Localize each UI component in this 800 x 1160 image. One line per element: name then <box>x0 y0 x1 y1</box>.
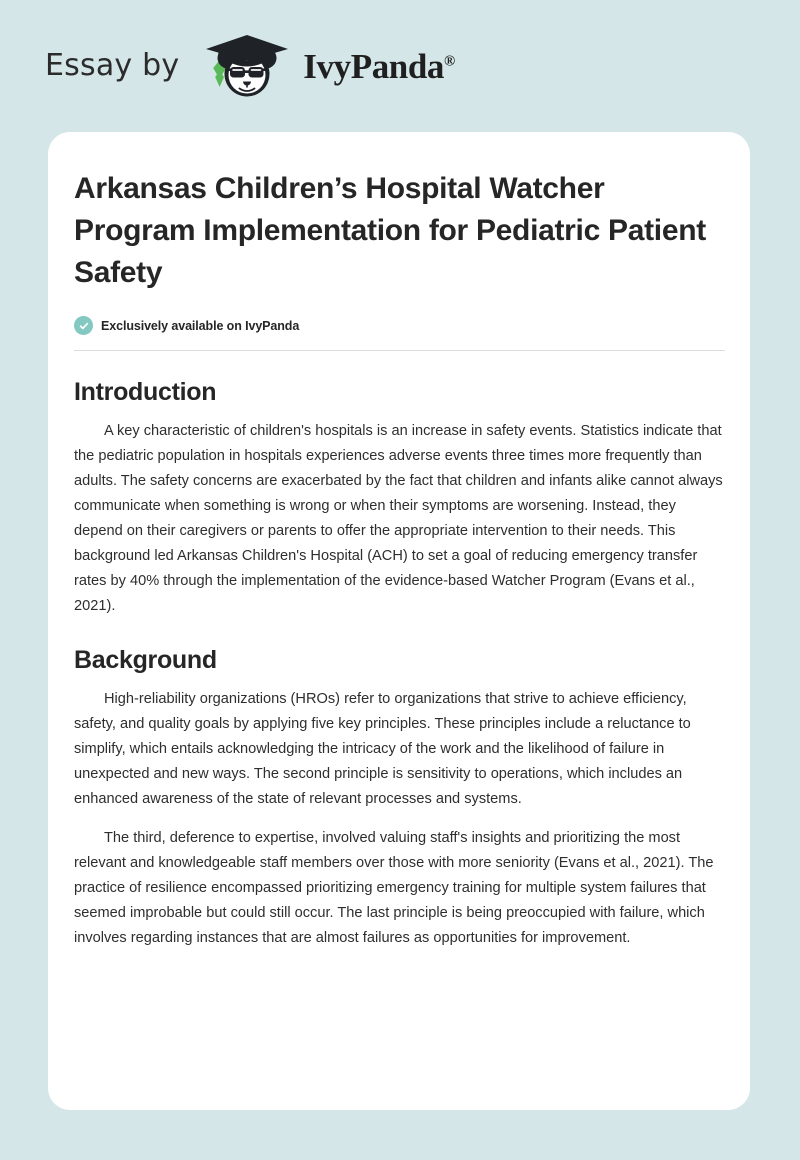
panda-graduate-icon <box>193 31 297 101</box>
registered-mark: ® <box>444 52 455 69</box>
title-divider <box>74 350 725 351</box>
paragraph: The third, deference to expertise, involved valuing staff's insights and prioritizing the most relevant and knowledgeable staff members over those with more seniority (Evans et al., 2021). The practice of resilience encompassed prioritizing emergency training for multiple system failures that seemed improbable but could still occur. The last principle is being preoccupied with failure, which involves regarding instances that are almost failures as opportunities for improvement. <box>74 830 714 946</box>
brand-header <box>0 0 800 132</box>
paragraph: High-reliability organizations (HROs) refer to organizations that strive to achieve efficiency, safety, and quality goals by applying five key principles. These principles include a reluctance to simplify, which entails acknowledging the intricacy of the work and the likelihood of failure in unexpected and new ways. The second principle is sensitivity to operations, which includes an enhanced awareness of the state of relevant processes and systems. <box>74 691 691 807</box>
essay-card <box>48 132 750 1110</box>
ivypanda-wordmark <box>303 46 455 86</box>
essay-by-label: Essay by <box>45 48 180 83</box>
availability-badge <box>74 316 724 335</box>
ivypanda-logo[interactable] <box>193 31 455 101</box>
check-circle-icon <box>74 316 93 335</box>
availability-label: Exclusively available on IvyPanda <box>101 318 300 333</box>
brand-name: IvyPanda <box>303 46 445 86</box>
page-title: Arkansas Children’s Hospital Watcher Program Implementation for Pediatric Patient Safety <box>74 172 706 289</box>
section-heading-introduction: Introduction <box>74 378 217 406</box>
paragraph: A key characteristic of children's hospitals is an increase in safety events. Statistics indicate that the pediatric population in hospitals experiences adverse events three times more frequently than adults. The safety concerns are exacerbated by the fact that children and infants alike cannot always communicate when something is wrong or when their symptoms are worsening. Instead, they depend on their caregivers or parents to offer the appropriate intervention to their needs. This background led Arkansas Children's Hospital (ACH) to set a goal of reducing emergency transfer rates by 40% through the implementation of the evidence-based Watcher Program (Evans et al., 2021). <box>74 423 723 614</box>
section-heading-background: Background <box>74 646 217 674</box>
